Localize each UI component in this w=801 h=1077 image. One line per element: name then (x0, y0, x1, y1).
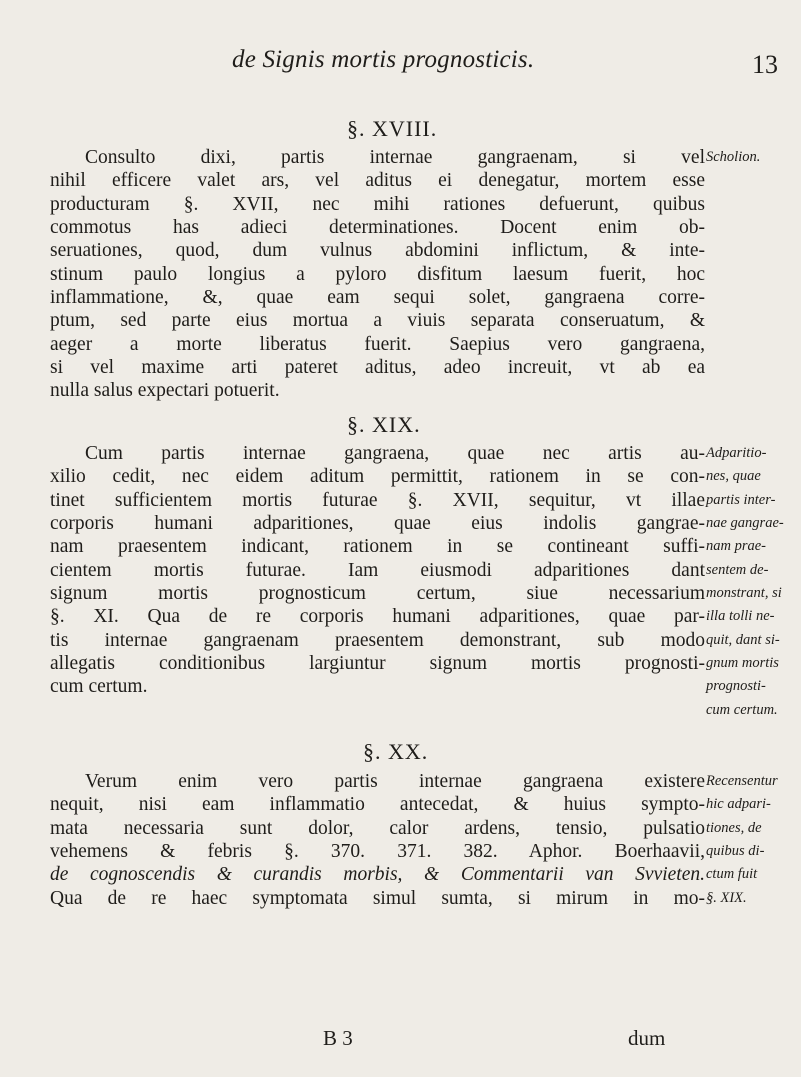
section-heading-xx: §. XX. (363, 739, 429, 764)
margin-note-xviii (706, 146, 801, 169)
text-line: Cum partis internae gangraena, quae nec artis au- (85, 443, 705, 464)
catchword: dum (628, 1026, 666, 1050)
margin-line: nae gangrae- (706, 515, 784, 532)
text-line: si vel maxime arti pateret aditus, adeo increuit, vt ab ea (50, 357, 705, 379)
margin-line: illa tolli ne- (706, 608, 775, 625)
text-line: nihil efficere valet ars, vel aditus ei denegatur, mortem esse (50, 170, 705, 192)
text-line: xilio cedit, nec eidem aditum permittit, rationem in se con- (50, 466, 705, 488)
text-line: tis internae gangraenam praesentem demonstrant, sub modo (50, 629, 705, 651)
signature-mark: B 3 (323, 1026, 353, 1050)
text-line: mata necessaria sunt dolor, calor ardens, tensio, pulsatio (50, 817, 705, 839)
text-line: Verum enim vero partis internae gangraena existere (85, 771, 705, 792)
margin-line: quit, dant si- (706, 631, 780, 648)
margin-line: hic adpari- (706, 796, 771, 813)
text-line: stinum paulo longius a pyloro disfitum laesum fuerit, hoc (50, 263, 705, 285)
paragraph-xx (50, 770, 705, 910)
margin-line: quibus di- (706, 843, 765, 860)
text-line: producturam §. XVII, nec mihi rationes defuerunt, quibus (50, 193, 705, 215)
margin-line: Scholion. (706, 149, 761, 165)
margin-line: tiones, de (706, 819, 762, 836)
text-line: §. XI. Qua de re corporis humani adparitiones, quae par- (50, 606, 705, 628)
text-line: Qua de re haec symptomata simul sumta, si mirum in mo- (50, 887, 705, 909)
section-heading-xviii: §. XVIII. (347, 116, 438, 141)
running-head: de Signis mortis prognosticis. (232, 46, 535, 73)
section-heading-xix: §. XIX. (347, 412, 421, 437)
text-line: inflammatione, &, quae eam sequi solet, gangraena corre- (50, 287, 705, 309)
text-line: vehemens & febris §. 370. 371. 382. Aphor. Boerhaavii, (50, 841, 705, 863)
text-line: de cognoscendis & curandis morbis, & Commentarii van Svvieten. (50, 864, 705, 886)
text-line: commotus has adieci determinationes. Docent enim ob- (50, 217, 705, 239)
text-line: tinet sufficientem mortis futurae §. XVII, sequitur, vt illae (50, 489, 705, 511)
text-line: aeger a morte liberatus fuerit. Saepius vero gangraena, (50, 333, 705, 355)
text-line: ptum, sed parte eius mortua a viuis separata conseruatum, & (50, 310, 705, 332)
text-line: nequit, nisi eam inflammatio antecedat, & huius sympto- (50, 794, 705, 816)
margin-note-xx (706, 770, 801, 910)
margin-line: partis inter- (706, 491, 776, 508)
margin-line: gnum mortis (706, 655, 779, 672)
text-line: seruationes, quod, dum vulnus abdomini inflictum, & inte- (50, 240, 705, 262)
text-line: signum mortis prognosticum certum, siue necessarium (50, 583, 705, 605)
text-line: nam praesentem indicant, rationem in se contineant suffi- (50, 536, 705, 558)
margin-line: cum certum. (706, 701, 778, 718)
margin-note-xix (706, 442, 801, 722)
margin-line: monstrant, si (706, 585, 782, 602)
margin-line: nes, quae (706, 468, 761, 485)
margin-line: §. XIX. (706, 889, 747, 906)
paragraph-xviii (50, 146, 705, 403)
text-line: allegatis conditionibus largiuntur signum mortis prognosti- (50, 653, 705, 675)
margin-line: Adparitio- (706, 445, 767, 461)
text-line: cientem mortis futurae. Iam eiusmodi adparitiones dant (50, 559, 705, 581)
margin-line: prognosti- (706, 678, 766, 695)
margin-line: ctum fuit (706, 866, 758, 883)
page-number: 13 (752, 50, 778, 79)
text-line: cum certum. (50, 676, 148, 698)
text-line: corporis humani adparitiones, quae eius indolis gangrae- (50, 513, 705, 535)
margin-line: sentem de- (706, 561, 769, 578)
text-line: Consulto dixi, partis internae gangraenam, si vel (85, 147, 705, 168)
text-line: nulla salus expectari potuerit. (50, 380, 280, 402)
margin-line: nam prae- (706, 538, 767, 555)
margin-line: Recensentur (706, 773, 778, 789)
paragraph-xix (50, 442, 705, 699)
